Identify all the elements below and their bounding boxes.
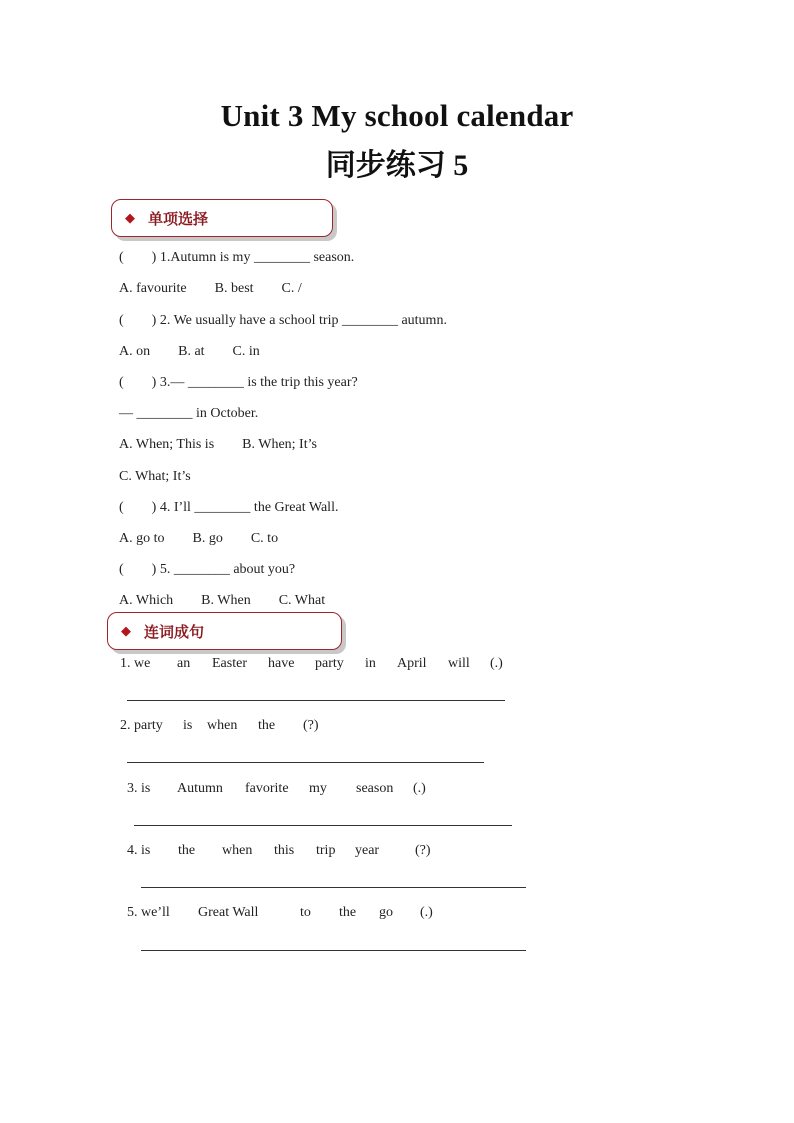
answer-line-5[interactable]: [141, 950, 526, 951]
word: April: [397, 656, 427, 671]
question-3: ( ) 3.— ________ is the trip this year?: [119, 375, 358, 390]
word: when: [222, 843, 253, 858]
sentence-item-2: [0, 718, 794, 738]
word: season: [356, 781, 394, 796]
word: the: [178, 843, 196, 858]
answer-line-4[interactable]: [141, 887, 526, 888]
section-header-single-choice: [111, 199, 333, 237]
answer-line-2[interactable]: [127, 762, 484, 763]
answer-line-3[interactable]: [134, 825, 512, 826]
word: 5. we’ll: [127, 905, 170, 920]
sentence-item-5: [0, 905, 794, 925]
options-2: A. on B. at C. in: [119, 344, 260, 359]
page-title: Unit 3 My school calendar: [220, 98, 574, 133]
word: favorite: [245, 781, 289, 796]
question-2: ( ) 2. We usually have a school trip ________ autumn.: [119, 313, 447, 328]
word: will: [448, 656, 470, 671]
word: this: [274, 843, 295, 858]
word: to: [300, 905, 311, 920]
options-3a: A. When; This is B. When; It’s: [119, 437, 317, 452]
diamond-icon: ◆: [125, 210, 135, 225]
options-1: A. favourite B. best C. /: [119, 281, 302, 296]
question-4: ( ) 4. I’ll ________ the Great Wall.: [119, 500, 339, 515]
word: (?): [415, 843, 431, 858]
word: the: [258, 718, 276, 733]
word: (.): [420, 905, 433, 920]
word: 1. we: [120, 656, 151, 671]
word: go: [379, 905, 393, 920]
word: have: [268, 656, 295, 671]
section-label: 单项选择: [148, 210, 209, 228]
word: Easter: [212, 656, 247, 671]
word: (?): [303, 718, 319, 733]
word: year: [355, 843, 380, 858]
word: trip: [316, 843, 336, 858]
section-label: 连词成句: [144, 623, 205, 641]
word: an: [177, 656, 191, 671]
word: (.): [490, 656, 503, 671]
word: 3. is: [127, 781, 151, 796]
word: in: [365, 656, 376, 671]
word: when: [207, 718, 238, 733]
sentence-item-4: [0, 843, 794, 863]
word: (.): [413, 781, 426, 796]
word: 4. is: [127, 843, 151, 858]
word: the: [339, 905, 357, 920]
word: is: [183, 718, 193, 733]
word: my: [309, 781, 327, 796]
word: Great Wall: [198, 905, 259, 920]
section-header-sentence-building: [107, 612, 342, 650]
word: party: [315, 656, 344, 671]
page-subtitle: 同步练习 5: [325, 149, 469, 182]
diamond-icon: ◆: [121, 623, 131, 638]
options-4: A. go to B. go C. to: [119, 531, 279, 546]
options-5: A. Which B. When C. What: [119, 593, 326, 608]
answer-line-1[interactable]: [127, 700, 505, 701]
sentence-item-3: [0, 781, 794, 801]
word: 2. party: [120, 718, 163, 733]
word: Autumn: [177, 781, 223, 796]
question-1: ( ) 1.Autumn is my ________ season.: [119, 250, 355, 265]
question-3-answer-line: — ________ in October.: [119, 406, 259, 421]
sentence-item-1: [0, 656, 794, 676]
question-5: ( ) 5. ________ about you?: [119, 562, 296, 577]
options-3b: C. What; It’s: [119, 469, 191, 484]
